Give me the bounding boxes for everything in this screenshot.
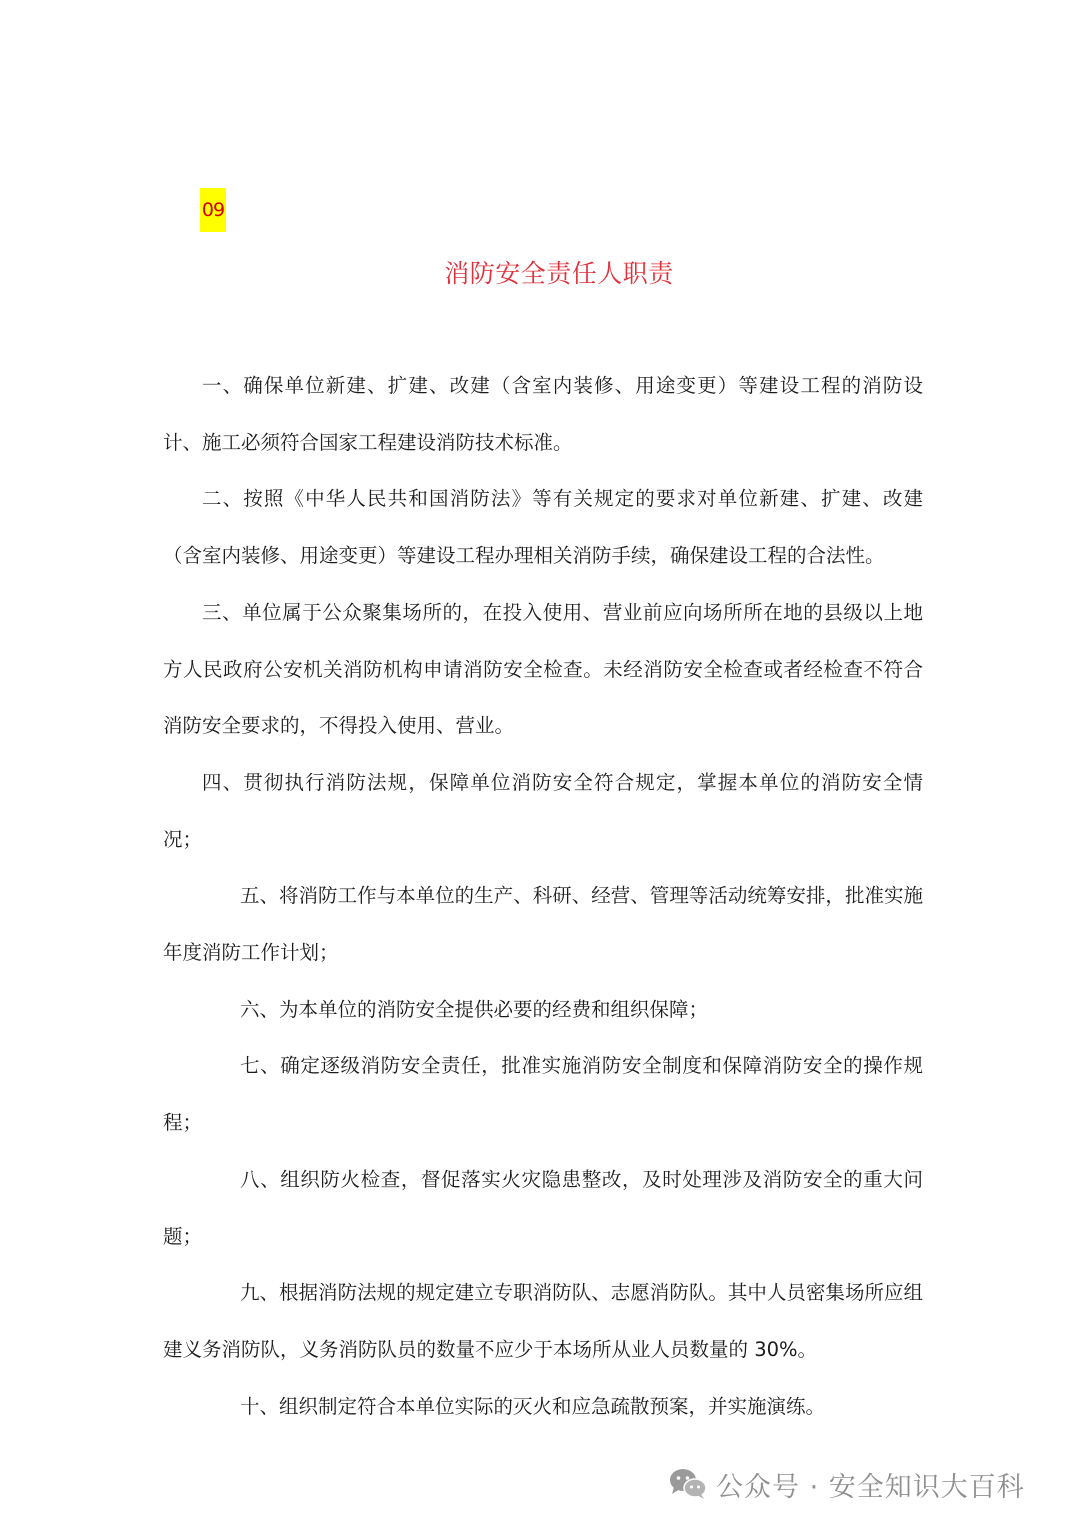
paragraph-5: 五、将消防工作与本单位的生产、科研、经营、管理等活动统筹安排，批准实施年度消防工作计划； [163,884,923,965]
paragraph-3: 三、单位属于公众聚集场所的，在投入使用、营业前应向场所所在地的县级以上地方人民政府公安机关消防机构申请消防安全检查。未经消防安全检查或者经检查不符合消防安全要求的，不得投入使用、营业。 [163,600,923,738]
document-title: 消防安全责任人职责 [444,259,674,288]
paragraph-8: 八、组织防火检查，督促落实火灾隐患整改，及时处理涉及消防安全的重大问题； [163,1167,923,1248]
document-body [163,358,923,1435]
paragraph-2: 二、按照《中华人民共和国消防法》等有关规定的要求对单位新建、扩建、改建（含室内装修、用途变更）等建设工程办理相关消防手续，确保建设工程的合法性。 [163,487,923,568]
watermark-text: 公众号 · 安全知识大百科 [716,1471,1025,1503]
paragraph-10: 十、组织制定符合本单位实际的灭火和应急疏散预案，并实施演练。 [240,1394,826,1418]
paragraph-9: 九、根据消防法规的规定建立专职消防队、志愿消防队。其中人员密集场所应组建义务消防队，义务消防队员的数量不应少于本场所从业人员数量的 30%。 [163,1281,923,1361]
paragraph-6: 六、为本单位的消防安全提供必要的经费和组织保障； [240,997,709,1021]
account-watermark [668,1458,1025,1510]
paragraph-1: 一、确保单位新建、扩建、改建（含室内装修、用途变更）等建设工程的消防设计、施工必须符合国家工程建设消防技术标准。 [163,374,923,454]
wechat-icon [668,1467,708,1501]
paragraph-7: 七、确定逐级消防安全责任，批准实施消防安全制度和保障消防安全的操作规程； [163,1054,923,1135]
paragraph-4: 四、贯彻执行消防法规，保障单位消防安全符合规定，掌握本单位的消防安全情况； [163,770,923,851]
page-number-badge: 09 [200,188,226,232]
